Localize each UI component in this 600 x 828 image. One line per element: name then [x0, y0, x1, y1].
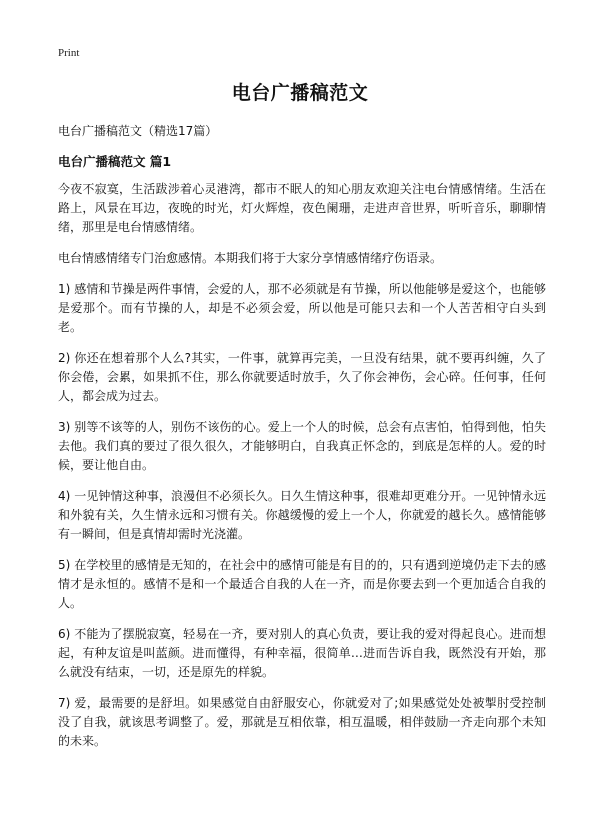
paragraph: 2) 你还在想着那个人么?其实，一件事，就算再完美，一旦没有结果，就不要再纠缠，久了你会倦，会累，如果抓不住，那么你就要适时放手，久了你会神伤，会心碎。任何事，任何人，都会成为过去。 — [58, 351, 546, 403]
section-heading: 电台广播稿范文 篇1 — [58, 154, 172, 169]
article-body — [58, 180, 546, 763]
paragraph: 今夜不寂寞，生活跋涉着心灵港湾，都市不眠人的知心朋友欢迎关注电台情感情绪。生活在路上，风景在耳边，夜晚的时光，灯火辉煌，夜色阑珊，走进声音世界，听听音乐，聊聊情绪，那里是电台情感情绪。 — [58, 182, 546, 234]
paragraph: 3) 别等不该等的人，别伤不该伤的心。爱上一个人的时候，总会有点害怕，怕得到他，怕失去他。我们真的要过了很久很久，才能够明白，自我真正怀念的，到底是怎样的人。爱的时候，要让他自由。 — [58, 420, 546, 472]
paragraph: 5) 在学校里的感情是无知的，在社会中的感情可能是有目的的，只有遇到逆境仍走下去的感情才是永恒的。感情不是和一个最适合自我的人在一齐，而是你要去到一个更加适合自我的人。 — [58, 558, 546, 610]
document-subtitle: 电台广播稿范文（精选17篇） — [58, 124, 218, 138]
print-link[interactable]: Print — [58, 47, 80, 59]
paragraph: 1) 感情和节操是两件事情，会爱的人，那不必须就是有节操，所以他能够是爱这个，也能够是爱那个。而有节操的人，却是不必须会爱，所以他是可能只去和一个人苦苦相守白头到老。 — [58, 282, 546, 334]
paragraph: 电台情感情绪专门治愈感情。本期我们将于大家分享情感情绪疗伤语录。 — [58, 251, 443, 265]
paragraph: 7) 爱，最需要的是舒坦。如果感觉自由舒服安心，你就爱对了;如果感觉处处被掣肘受控制没了自我，就该思考调整了。爱，那就是互相依靠，相互温暖，相伴鼓励一齐走向那个未知的未来。 — [58, 696, 546, 748]
paragraph: 4) 一见钟情这种事，浪漫但不必须长久。日久生情这种事，很难却更难分开。一见钟情永远和外貌有关，久生情永远和习惯有关。你越缓慢的爱上一个人，你就爱的越长久。感情能够有一瞬间，但是真情却需时光浇灌。 — [58, 489, 546, 541]
document-title: 电台广播稿范文 — [231, 82, 369, 104]
paragraph: 6) 不能为了摆脱寂寞，轻易在一齐，要对别人的真心负责，要让我的爱对得起良心。进而想起，有种友谊是叫蓝颜。进而懂得，有种幸福，很简单…进而告诉自我，既然没有开始，那么就没有结束，一切，还是原先的样貌。 — [58, 627, 546, 679]
